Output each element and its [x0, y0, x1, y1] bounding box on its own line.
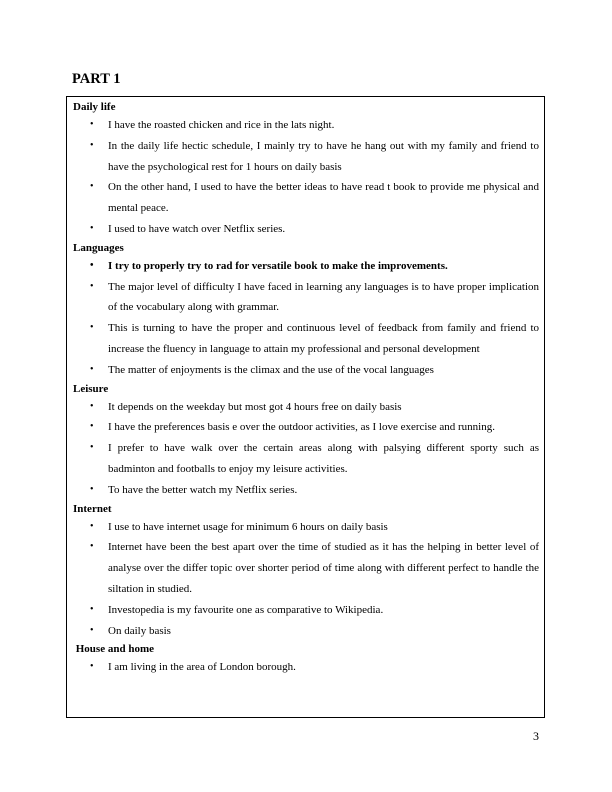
- section-title: Languages: [73, 241, 124, 254]
- bullet-list: [73, 517, 539, 642]
- bullet-icon: •: [90, 520, 94, 532]
- list-item: [73, 136, 539, 178]
- list-item: [73, 256, 539, 277]
- list-item-text: I used to have watch over Netflix series.: [108, 222, 286, 235]
- section-leisure: [73, 381, 539, 501]
- bullet-icon: •: [90, 541, 94, 553]
- section-internet: [73, 501, 539, 642]
- section-languages: [73, 240, 539, 381]
- content-box: [66, 96, 545, 718]
- list-item-text: Investopedia is my favourite one as comparative to Wikipedia.: [108, 603, 384, 616]
- list-item-text: I am living in the area of London borough.: [108, 661, 296, 674]
- list-item: [73, 277, 539, 319]
- list-item-text: This is turning to have the proper and continuous level of feedback from family and friend to increase the fluency in language to attain my professional and personal development: [108, 322, 539, 355]
- list-item-text: The major level of difficulty I have faced in learning any languages is to have proper implication of the vocabulary along with grammar.: [108, 280, 539, 314]
- section-title: House and home: [73, 643, 154, 656]
- list-item: [73, 177, 539, 219]
- list-item-text: To have the better watch my Netflix series.: [108, 483, 298, 496]
- bullet-icon: •: [90, 400, 94, 412]
- section-title: Daily life: [73, 101, 116, 113]
- list-item: [73, 115, 539, 136]
- list-item-text: Internet have been the best apart over the time of studied as it has the helping in better level of analyse over the differ topic over shorter period of time along with different perfect to handle the siltation in studied.: [108, 541, 539, 595]
- bullet-list: [73, 256, 539, 381]
- list-item-text: I try to properly try to rad for versatile book to make the improvements.: [108, 259, 448, 272]
- bullet-icon: •: [90, 181, 94, 193]
- bullet-icon: •: [90, 421, 94, 433]
- list-item: [73, 360, 539, 381]
- bullet-list: [73, 397, 539, 501]
- list-item: [73, 318, 539, 360]
- list-item: [73, 417, 539, 438]
- bullet-icon: •: [90, 259, 94, 271]
- section-house-and-home: [73, 641, 539, 678]
- bullet-icon: •: [90, 483, 94, 495]
- list-item: [73, 480, 539, 501]
- bullet-icon: •: [90, 322, 94, 334]
- bullet-icon: •: [90, 139, 94, 151]
- page-number: 3: [533, 729, 539, 743]
- bullet-icon: •: [90, 624, 94, 636]
- list-item: [73, 621, 539, 642]
- section-daily-life: [73, 99, 539, 240]
- list-item-text: I prefer to have walk over the certain areas along with palsying different sporty such as badminton and footballs to enjoy my leisure activities.: [108, 442, 539, 475]
- list-item-text: The matter of enjoyments is the climax and the use of the vocal languages: [108, 363, 434, 376]
- list-item: [73, 657, 539, 678]
- list-item-text: I have the roasted chicken and rice in the lats night.: [108, 119, 335, 131]
- bullet-icon: •: [90, 661, 94, 673]
- list-item: [73, 517, 539, 538]
- bullet-icon: •: [90, 442, 94, 454]
- list-item-text: On daily basis: [108, 624, 171, 637]
- bullet-list: [73, 115, 539, 240]
- list-item: [73, 397, 539, 418]
- bullet-icon: •: [90, 119, 94, 130]
- list-item: [73, 537, 539, 599]
- list-item-text: It depends on the weekday but most got 4 hours free on daily basis: [108, 400, 402, 413]
- list-item: [73, 219, 539, 240]
- section-title: Internet: [73, 502, 112, 515]
- bullet-list: [73, 657, 539, 678]
- list-item-text: On the other hand, I used to have the better ideas to have read t book to provide me physical and mental peace.: [108, 181, 539, 215]
- list-item: [73, 600, 539, 621]
- list-item-text: I have the preferences basis e over the outdoor activities, as I love exercise and running.: [108, 421, 495, 434]
- section-title: Leisure: [73, 382, 109, 395]
- list-item-text: In the daily life hectic schedule, I mainly try to have he hang out with my family and friend to have the psychological rest for 1 hours on daily basis: [108, 139, 539, 173]
- list-item-text: I use to have internet usage for minimum 6 hours on daily basis: [108, 520, 388, 533]
- bullet-icon: •: [90, 222, 94, 234]
- page-heading: PART 1: [72, 71, 121, 87]
- list-item: [73, 438, 539, 480]
- bullet-icon: •: [90, 603, 94, 615]
- bullet-icon: •: [90, 363, 94, 375]
- bullet-icon: •: [90, 280, 94, 292]
